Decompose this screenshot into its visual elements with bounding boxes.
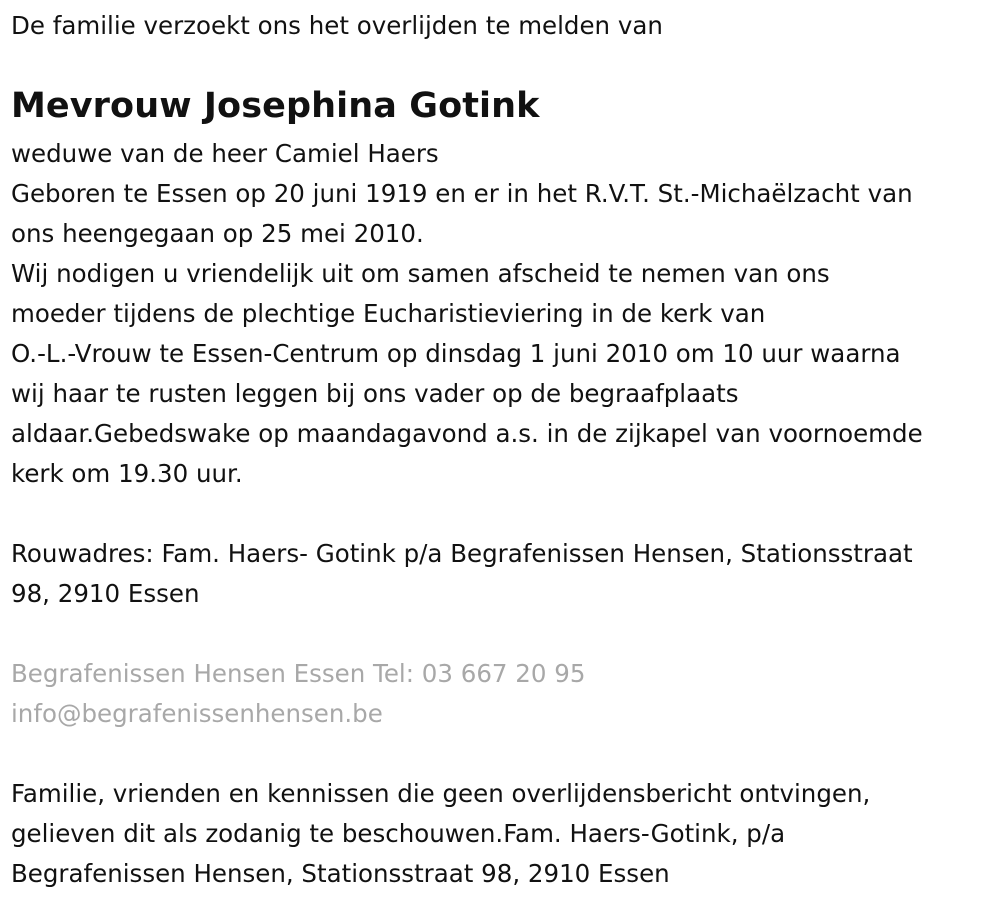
body-line: aldaar.Gebedswake op maandagavond a.s. in de zijkapel van voornoemde — [11, 419, 923, 448]
footer-note — [11, 774, 996, 894]
contact-phone: Begrafenissen Hensen Essen Tel: 03 667 20 95 — [11, 659, 586, 688]
body-line: moeder tijdens de plechtige Eucharistieviering in de kerk van — [11, 299, 766, 328]
body-line: Wij nodigen u vriendelijk uit om samen afscheid te nemen van ons — [11, 259, 830, 288]
funeral-home-contact — [11, 654, 996, 734]
body-line: weduwe van de heer Camiel Haers — [11, 139, 439, 168]
body-line: Geboren te Essen op 20 juni 1919 en er in het R.V.T. St.-Michaëlzacht van — [11, 179, 913, 208]
rouwadres-line: Rouwadres: Fam. Haers- Gotink p/a Begrafenissen Hensen, Stationsstraat — [11, 539, 913, 568]
body-line: wij haar te rusten leggen bij ons vader op de begraafplaats — [11, 379, 739, 408]
body-line: ons heengegaan op 25 mei 2010. — [11, 219, 424, 248]
intro-text: De familie verzoekt ons het overlijden te melden van — [11, 11, 663, 40]
contact-email[interactable]: info@begrafenissenhensen.be — [11, 699, 383, 728]
footer-line: Begrafenissen Hensen, Stationsstraat 98, 2910 Essen — [11, 859, 670, 888]
footer-line: Familie, vrienden en kennissen die geen overlijdensbericht ontvingen, — [11, 779, 871, 808]
rouwadres — [11, 534, 996, 614]
footer-line: gelieven dit als zodanig te beschouwen.Fam. Haers-Gotink, p/a — [11, 819, 786, 848]
body-line: kerk om 19.30 uur. — [11, 459, 243, 488]
body-line: O.-L.-Vrouw te Essen-Centrum op dinsdag 1 juni 2010 om 10 uur waarna — [11, 339, 901, 368]
obituary-body — [11, 134, 996, 494]
deceased-name: Mevrouw Josephina Gotink — [11, 86, 540, 126]
rouwadres-line: 98, 2910 Essen — [11, 579, 200, 608]
